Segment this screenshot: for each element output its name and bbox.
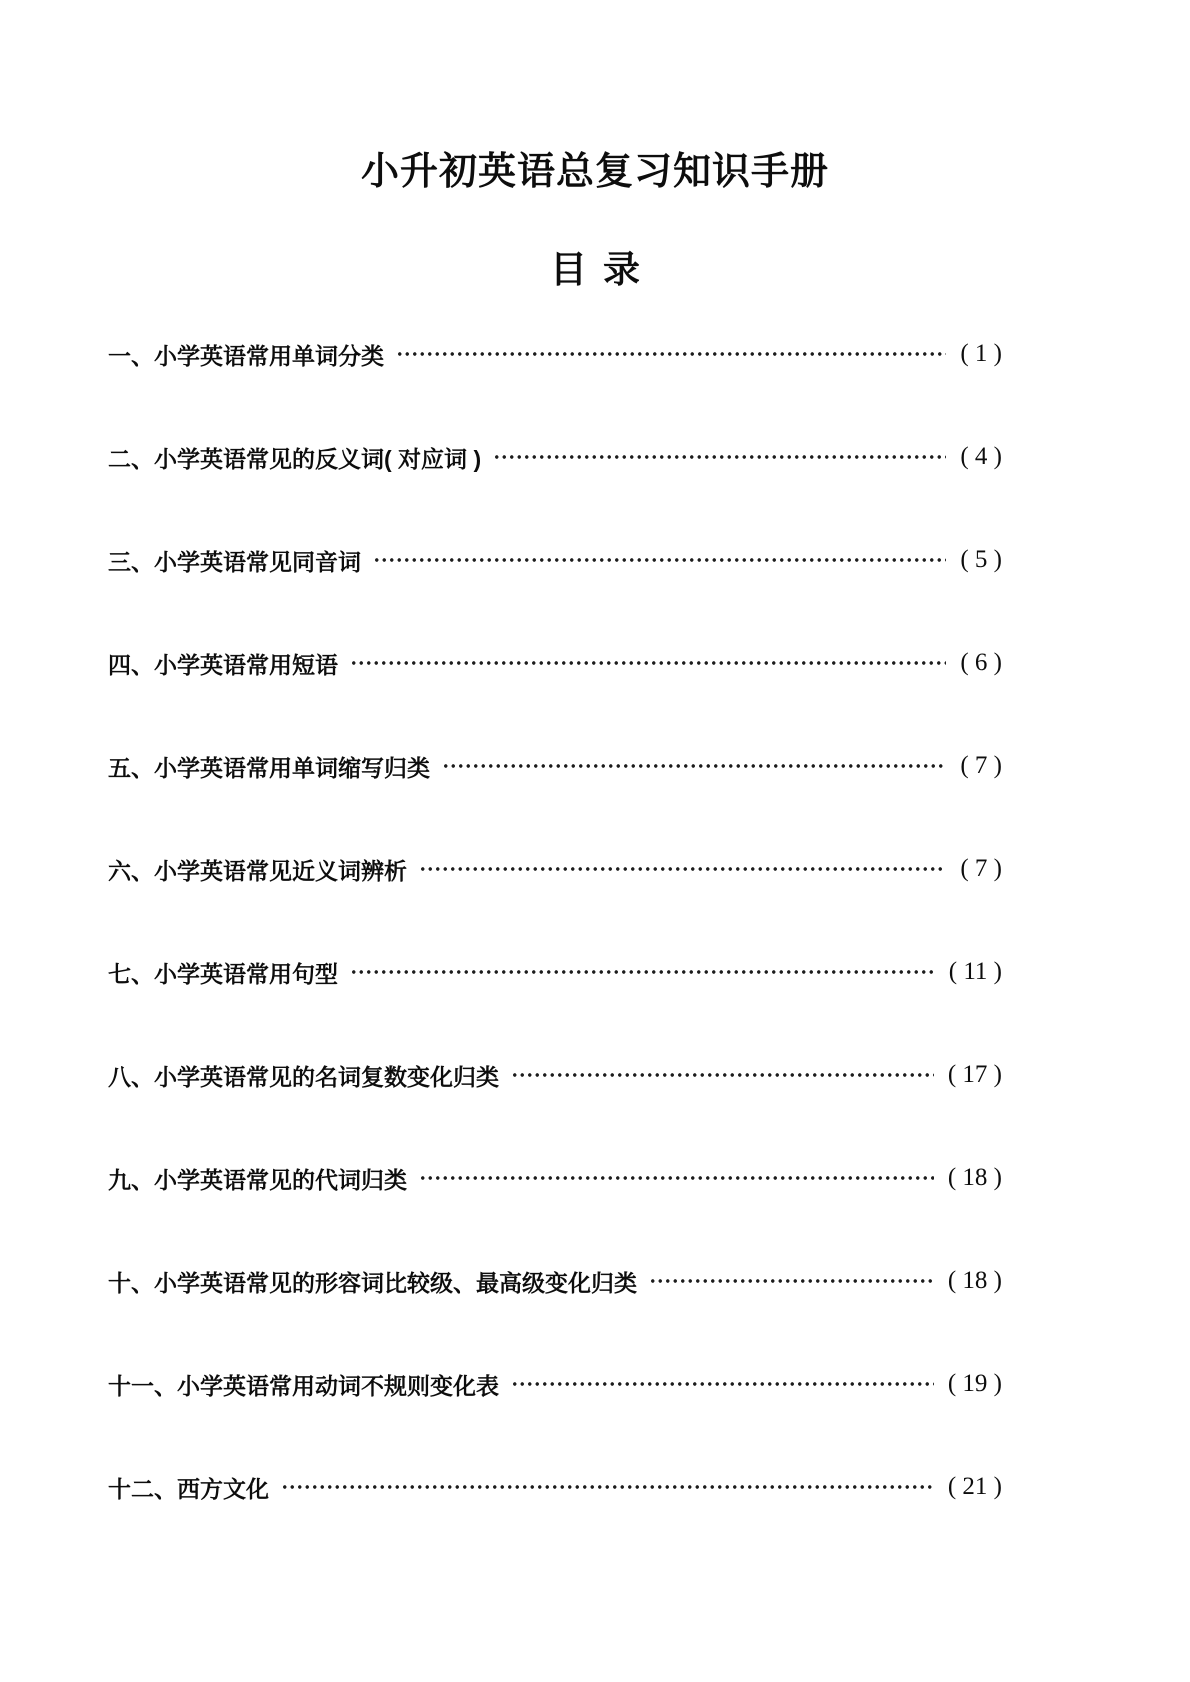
- toc-entry-label: 九、小学英语常见的代词归类: [108, 1166, 407, 1193]
- toc-list: [0, 339, 1190, 1502]
- dot-leader: [511, 1067, 934, 1083]
- dot-leader: [396, 346, 946, 362]
- toc-entry-label: 七、小学英语常用句型: [108, 960, 338, 987]
- toc-entry-label: 四、小学英语常用短语: [108, 651, 338, 678]
- toc-entry-page: ( 18 ): [947, 1267, 1002, 1294]
- dot-leader: [281, 1479, 934, 1495]
- dot-leader: [493, 449, 946, 465]
- toc-entry: [108, 648, 1002, 678]
- toc-entry-page: ( 6 ): [960, 649, 1002, 676]
- toc-entry: [108, 442, 1002, 472]
- toc-entry: [108, 1163, 1002, 1193]
- toc-entry-page: ( 4 ): [960, 443, 1002, 470]
- toc-entry: [108, 1472, 1002, 1502]
- toc-entry: [108, 957, 1002, 987]
- toc-entry-label: 十一、小学英语常用动词不规则变化表: [108, 1372, 499, 1399]
- toc-entry-page: ( 1 ): [960, 340, 1002, 367]
- dot-leader: [350, 655, 946, 671]
- toc-entry: [108, 1266, 1002, 1296]
- document-title: 小升初英语总复习知识手册: [360, 151, 829, 193]
- dot-leader: [419, 861, 946, 877]
- toc-entry-label: 十二、西方文化: [108, 1475, 269, 1502]
- toc-entry-page: ( 21 ): [947, 1473, 1002, 1500]
- toc-entry: [108, 854, 1002, 884]
- toc-entry-page: ( 7 ): [960, 752, 1002, 779]
- toc-entry-page: ( 19 ): [947, 1370, 1002, 1397]
- toc-entry-page: ( 18 ): [947, 1164, 1002, 1191]
- toc-entry: [108, 1369, 1002, 1399]
- dot-leader: [350, 964, 935, 980]
- dot-leader: [419, 1170, 934, 1186]
- toc-entry-page: ( 11 ): [948, 958, 1002, 985]
- toc-entry-label: 一、小学英语常用单词分类: [108, 342, 384, 369]
- toc-entry: [108, 545, 1002, 575]
- toc-entry-label: 六、小学英语常见近义词辨析: [108, 857, 407, 884]
- toc-entry-label: 三、小学英语常见同音词: [108, 548, 361, 575]
- toc-entry-page: ( 17 ): [947, 1061, 1002, 1088]
- dot-leader: [373, 552, 946, 568]
- toc-entry-page: ( 5 ): [960, 546, 1002, 573]
- dot-leader: [511, 1376, 934, 1392]
- toc-entry-label: 二、小学英语常见的反义词( 对应词 ): [108, 445, 482, 472]
- toc-heading: 目录: [550, 249, 656, 290]
- dot-leader: [649, 1273, 934, 1289]
- toc-entry-page: ( 7 ): [960, 855, 1002, 882]
- toc-entry: [108, 1060, 1002, 1090]
- toc-entry-label: 五、小学英语常用单词缩写归类: [108, 754, 430, 781]
- dot-leader: [442, 758, 946, 774]
- toc-entry: [108, 339, 1002, 369]
- toc-entry-label: 八、小学英语常见的名词复数变化归类: [108, 1063, 499, 1090]
- toc-entry: [108, 751, 1002, 781]
- toc-entry-label: 十、小学英语常见的形容词比较级、最高级变化归类: [108, 1269, 637, 1296]
